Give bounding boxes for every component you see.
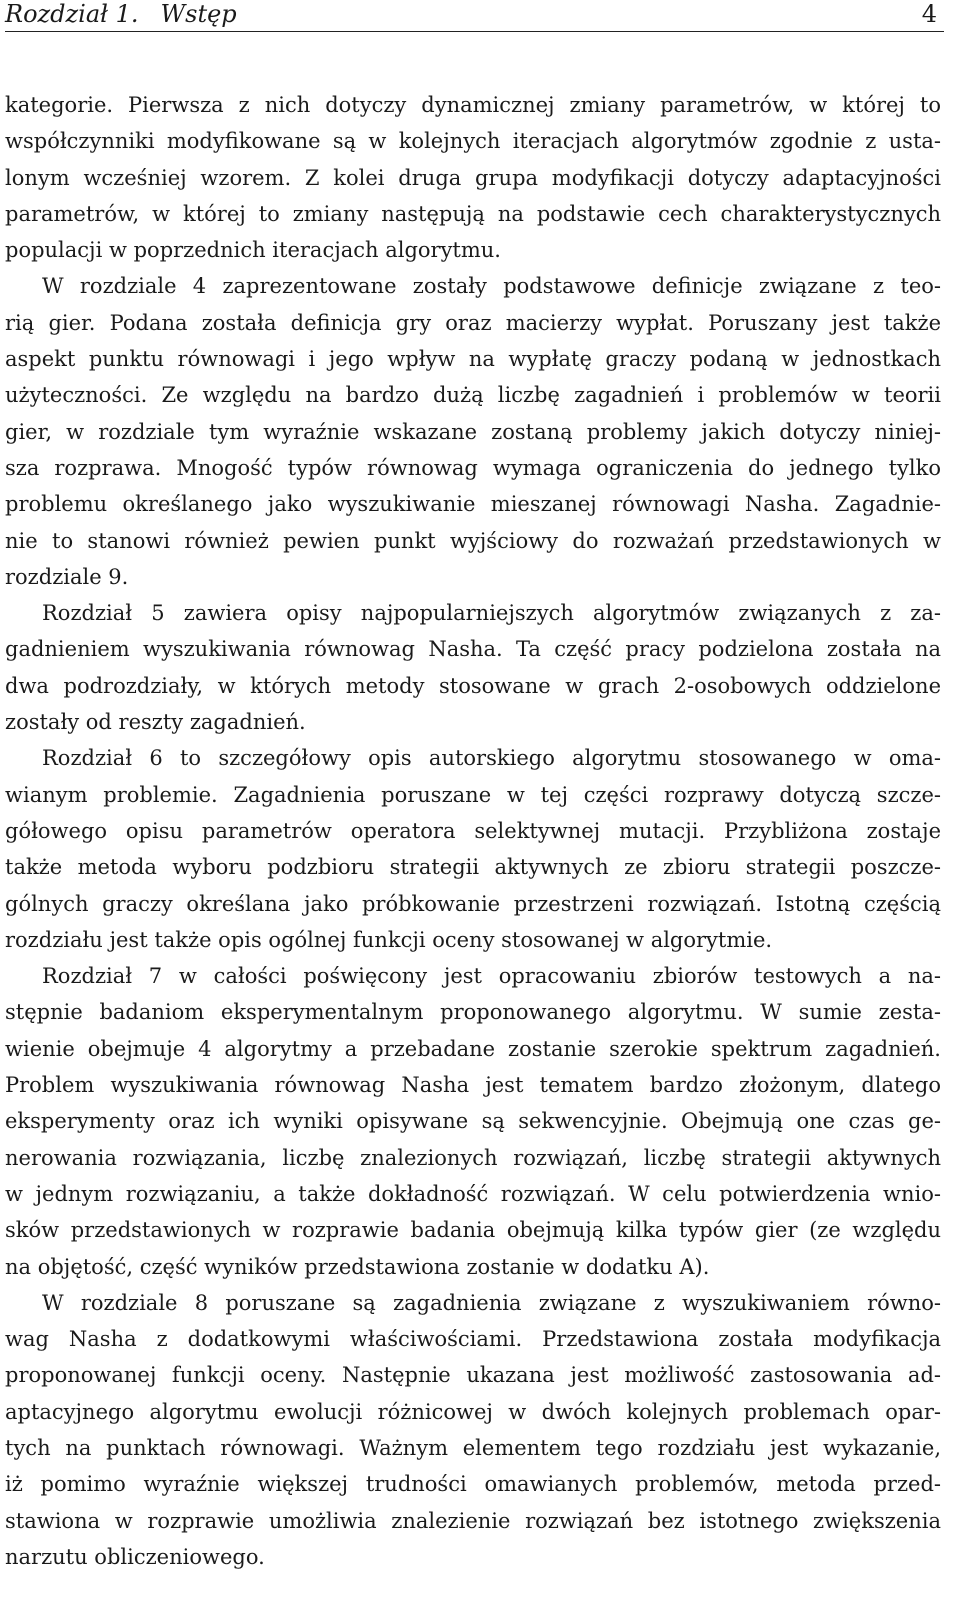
text-line: gólnych graczy określana jako próbkowanie przestrzeni rozwiązań. Istotną częścią xyxy=(5,891,941,916)
text-line: rozdziału jest także opis ogólnej funkcji oceny stosowanej w algorytmie. xyxy=(5,927,773,952)
text-line: iż pomimo wyraźnie większej trudności omawianych problemów, metoda przed- xyxy=(5,1472,941,1497)
text-line: aptacyjnego algorytmu ewolucji różnicowej w dwóch kolejnych problemach opar- xyxy=(5,1399,941,1424)
text-line: zostały od reszty zagadnień. xyxy=(5,710,306,735)
text-line: eksperymenty oraz ich wyniki opisywane są sekwencyjnie. Obejmują one czas ge- xyxy=(5,1109,941,1134)
text-line: w jednym rozwiązaniu, a także dokładność rozwiązań. W celu potwierdzenia wnio- xyxy=(5,1181,941,1206)
text-line: kategorie. Pierwsza z nich dotyczy dynamicznej zmiany parametrów, w której to xyxy=(5,93,941,117)
text-line: gier, w rozdziale tym wyraźnie wskazane zostaną problemy jakich dotyczy niniej- xyxy=(5,419,941,444)
text-line: proponowanej funkcji oceny. Następnie ukazana jest możliwość zastosowania ad- xyxy=(5,1363,941,1388)
header-rule xyxy=(5,31,944,32)
running-header-chapter xyxy=(5,0,237,28)
text-line: W rozdziale 4 zaprezentowane zostały podstawowe definicje związane z teo- xyxy=(42,274,941,299)
chapter-title: Wstęp xyxy=(160,0,237,28)
text-line: użyteczności. Ze względu na bardzo dużą liczbę zagadnień i problemów w teorii xyxy=(5,383,941,408)
chapter-label: Rozdział 1. xyxy=(5,0,139,28)
page-number: 4 xyxy=(921,0,937,28)
text-line: nerowania rozwiązania, liczbę znalezionych rozwiązań, liczbę strategii aktywnych xyxy=(5,1145,941,1170)
text-line: stawiona w rozprawie umożliwia znalezienie rozwiązań bez istotnego zwiększenia xyxy=(5,1508,941,1533)
text-line: gadnieniem wyszukiwania równowag Nasha. Ta część pracy podzielona została na xyxy=(5,637,941,662)
text-line: narzutu obliczeniowego. xyxy=(5,1544,265,1569)
text-line: wienie obejmuje 4 algorytmy a przebadane zostanie szerokie spektrum zagadnień. xyxy=(5,1036,941,1061)
text-line: populacji w poprzednich iteracjach algorytmu. xyxy=(5,238,501,263)
text-line: wag Nasha z dodatkowymi właściwościami. Przedstawiona została modyfikacja xyxy=(5,1327,941,1352)
text-line: problemu określanego jako wyszukiwanie mieszanej równowagi Nasha. Zagadnie- xyxy=(5,492,941,517)
text-line: parametrów, w której to zmiany następują na podstawie cech charakterystycznych xyxy=(5,201,941,226)
text-line: lonym wcześniej wzorem. Z kolei druga grupa modyfikacji dotyczy adaptacyjności xyxy=(5,165,941,190)
text-line: także metoda wyboru podzbioru strategii aktywnych ze zbioru strategii poszcze- xyxy=(5,855,941,880)
text-line: rią gier. Podana została definicja gry oraz macierzy wypłat. Poruszany jest także xyxy=(5,310,941,335)
text-line: współczynniki modyfikowane są w kolejnych iteracjach algorytmów zgodnie z usta- xyxy=(5,129,941,154)
text-line: nie to stanowi również pewien punkt wyjściowy do rozważań przedstawionych w xyxy=(5,528,941,553)
text-line: Rozdział 6 to szczegółowy opis autorskiego algorytmu stosowanego w oma- xyxy=(42,746,941,771)
text-line: stępnie badaniom eksperymentalnym proponowanego algorytmu. W sumie zesta- xyxy=(5,1000,941,1025)
text-line: Rozdział 7 w całości poświęcony jest opracowaniu zbiorów testowych a na- xyxy=(42,964,941,989)
text-line: dwa podrozdziały, w których metody stosowane w grach 2-osobowych oddzielone xyxy=(5,673,941,698)
running-header xyxy=(5,0,945,30)
text-line: sków przedstawionych w rozprawie badania obejmują kilka typów gier (ze względu xyxy=(5,1218,941,1243)
text-line: Rozdział 5 zawiera opisy najpopularniejszych algorytmów związanych z za- xyxy=(42,601,941,626)
text-line: aspekt punktu równowagi i jego wpływ na wypłatę graczy podaną w jednostkach xyxy=(5,347,941,372)
text-line: rozdziale 9. xyxy=(5,564,129,589)
text-line: Problem wyszukiwania równowag Nasha jest tematem bardzo złożonym, dlatego xyxy=(5,1073,941,1098)
text-line: sza rozprawa. Mnogość typów równowag wymaga ograniczenia do jednego tylko xyxy=(5,455,941,480)
text-line: wianym problemie. Zagadnienia poruszane w tej części rozprawy dotyczą szcze- xyxy=(5,782,941,807)
text-line: gółowego opisu parametrów operatora selektywnej mutacji. Przybliżona zostaje xyxy=(5,818,941,843)
text-line: tych na punktach równowagi. Ważnym elementem tego rozdziału jest wykazanie, xyxy=(5,1435,941,1460)
body-text xyxy=(5,87,941,1575)
text-line: W rozdziale 8 poruszane są zagadnienia związane z wyszukiwaniem równo- xyxy=(42,1290,941,1315)
text-line: na objętość, część wyników przedstawiona zostanie w dodatku A). xyxy=(5,1254,710,1279)
